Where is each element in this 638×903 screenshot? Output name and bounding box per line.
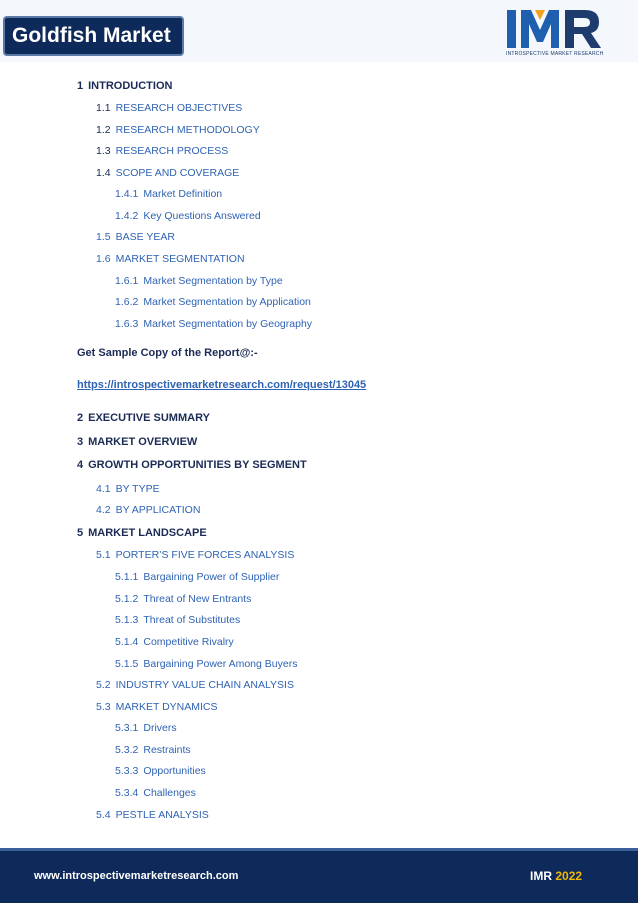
toc-label: MARKET DYNAMICS	[115, 701, 218, 713]
toc-number: 5	[77, 527, 84, 539]
toc-label: INDUSTRY VALUE CHAIN ANALYSIS	[115, 679, 294, 691]
toc-label: Bargaining Power Among Buyers	[143, 658, 298, 670]
toc-item[interactable]	[115, 274, 283, 288]
toc-item[interactable]	[96, 166, 239, 180]
toc-number: 5.1	[96, 549, 111, 561]
toc-item[interactable]	[115, 295, 311, 309]
toc-item[interactable]	[77, 79, 172, 93]
toc-label: BASE YEAR	[115, 231, 175, 243]
toc-number: 1.6.2	[115, 296, 139, 308]
toc-number: 5.3	[96, 701, 111, 713]
toc-label: SCOPE AND COVERAGE	[115, 167, 240, 179]
toc-number: 5.3.3	[115, 765, 139, 777]
toc-label: Market Segmentation by Geography	[143, 318, 313, 330]
toc-label: Drivers	[143, 722, 177, 734]
toc-number: 5.3.1	[115, 722, 139, 734]
toc-item[interactable]	[96, 101, 242, 115]
toc-label: MARKET OVERVIEW	[88, 436, 198, 448]
toc-label: Competitive Rivalry	[143, 636, 234, 648]
toc-item[interactable]	[96, 503, 200, 517]
toc-label: MARKET LANDSCAPE	[88, 527, 207, 539]
page-footer	[0, 848, 638, 903]
toc-number: 5.2	[96, 679, 111, 691]
toc-item[interactable]	[115, 209, 261, 223]
toc-label: Market Segmentation by Type	[143, 275, 283, 287]
toc-item[interactable]	[96, 123, 260, 137]
toc-number: 1.6.3	[115, 318, 139, 330]
toc-label: RESEARCH OBJECTIVES	[115, 102, 243, 114]
sample-copy-label: Get Sample Copy of the Report@:-	[77, 347, 258, 359]
toc-item[interactable]	[115, 635, 234, 649]
report-title: Goldfish Market	[3, 16, 184, 56]
toc-number: 1.6.1	[115, 275, 139, 287]
toc-number: 5.4	[96, 809, 111, 821]
toc-label: Challenges	[143, 787, 196, 799]
toc-item[interactable]	[96, 482, 160, 496]
toc-label: Market Definition	[143, 188, 223, 200]
toc-label: Threat of New Entrants	[143, 593, 252, 605]
toc-label: INTRODUCTION	[88, 80, 173, 92]
toc-item[interactable]	[115, 613, 240, 627]
toc-number: 5.1.1	[115, 571, 139, 583]
toc-item[interactable]	[115, 187, 222, 201]
toc-number: 1.6	[96, 253, 111, 265]
toc-number: 5.3.4	[115, 787, 139, 799]
footer-website[interactable]: www.introspectivemarketresearch.com	[34, 870, 239, 882]
toc-number: 4	[77, 459, 84, 471]
toc-number: 5.1.2	[115, 593, 139, 605]
toc-number: 3	[77, 436, 84, 448]
toc-label: Threat of Substitutes	[143, 614, 241, 626]
toc-item[interactable]	[96, 252, 245, 266]
toc-number: 5.1.3	[115, 614, 139, 626]
toc-label: MARKET SEGMENTATION	[115, 253, 245, 265]
toc-label: Opportunities	[143, 765, 206, 777]
toc-number: 5.1.4	[115, 636, 139, 648]
toc-label: EXECUTIVE SUMMARY	[88, 412, 210, 424]
toc-item[interactable]	[96, 548, 294, 562]
toc-item[interactable]	[96, 230, 175, 244]
toc-label: BY TYPE	[115, 483, 160, 495]
toc-item[interactable]	[96, 700, 218, 714]
toc-label: Key Questions Answered	[143, 210, 261, 222]
toc-label: RESEARCH PROCESS	[115, 145, 229, 157]
toc-label: Restraints	[143, 744, 191, 756]
toc-number: 1.2	[96, 124, 111, 136]
toc-label: RESEARCH METHODOLOGY	[115, 124, 260, 136]
toc-label: Market Segmentation by Application	[143, 296, 311, 308]
toc-number: 1	[77, 80, 84, 92]
toc-item[interactable]	[115, 657, 297, 671]
toc-item[interactable]	[115, 721, 177, 735]
toc-item[interactable]	[115, 764, 206, 778]
toc-item[interactable]	[96, 678, 294, 692]
toc-item[interactable]	[115, 786, 196, 800]
toc-label: BY APPLICATION	[115, 504, 201, 516]
toc-item[interactable]	[96, 144, 228, 158]
toc-item[interactable]	[115, 743, 191, 757]
toc-number: 4.1	[96, 483, 111, 495]
toc-number: 4.2	[96, 504, 111, 516]
toc-label: GROWTH OPPORTUNITIES BY SEGMENT	[88, 459, 307, 471]
toc-item[interactable]	[77, 435, 197, 449]
logo-tagline: INTROSPECTIVE MARKET RESEARCH	[506, 51, 604, 57]
footer-brand-name: IMR	[530, 869, 552, 883]
imr-logo-mark	[505, 6, 605, 50]
toc-item[interactable]	[96, 808, 209, 822]
toc-number: 1.3	[96, 145, 111, 157]
toc-item[interactable]	[77, 458, 307, 472]
toc-item[interactable]	[77, 526, 207, 540]
footer-brand	[530, 869, 582, 883]
toc-item[interactable]	[77, 411, 210, 425]
sample-request-link[interactable]: https://introspectivemarketresearch.com/request/13045	[77, 379, 367, 391]
toc-number: 5.3.2	[115, 744, 139, 756]
footer-year: 2022	[555, 869, 583, 883]
imr-logo	[505, 6, 605, 60]
toc-item[interactable]	[115, 570, 279, 584]
toc-number: 1.4.2	[115, 210, 139, 222]
toc-label: Bargaining Power of Supplier	[143, 571, 280, 583]
toc-label: PESTLE ANALYSIS	[115, 809, 209, 821]
toc-number: 1.5	[96, 231, 111, 243]
toc-item[interactable]	[115, 317, 312, 331]
toc-label: PORTER’S FIVE FORCES ANALYSIS	[115, 549, 295, 561]
toc-number: 1.1	[96, 102, 111, 114]
toc-number: 5.1.5	[115, 658, 139, 670]
toc-number: 1.4.1	[115, 188, 139, 200]
toc-number: 1.4	[96, 167, 111, 179]
toc-number: 2	[77, 412, 84, 424]
toc-item[interactable]	[115, 592, 251, 606]
